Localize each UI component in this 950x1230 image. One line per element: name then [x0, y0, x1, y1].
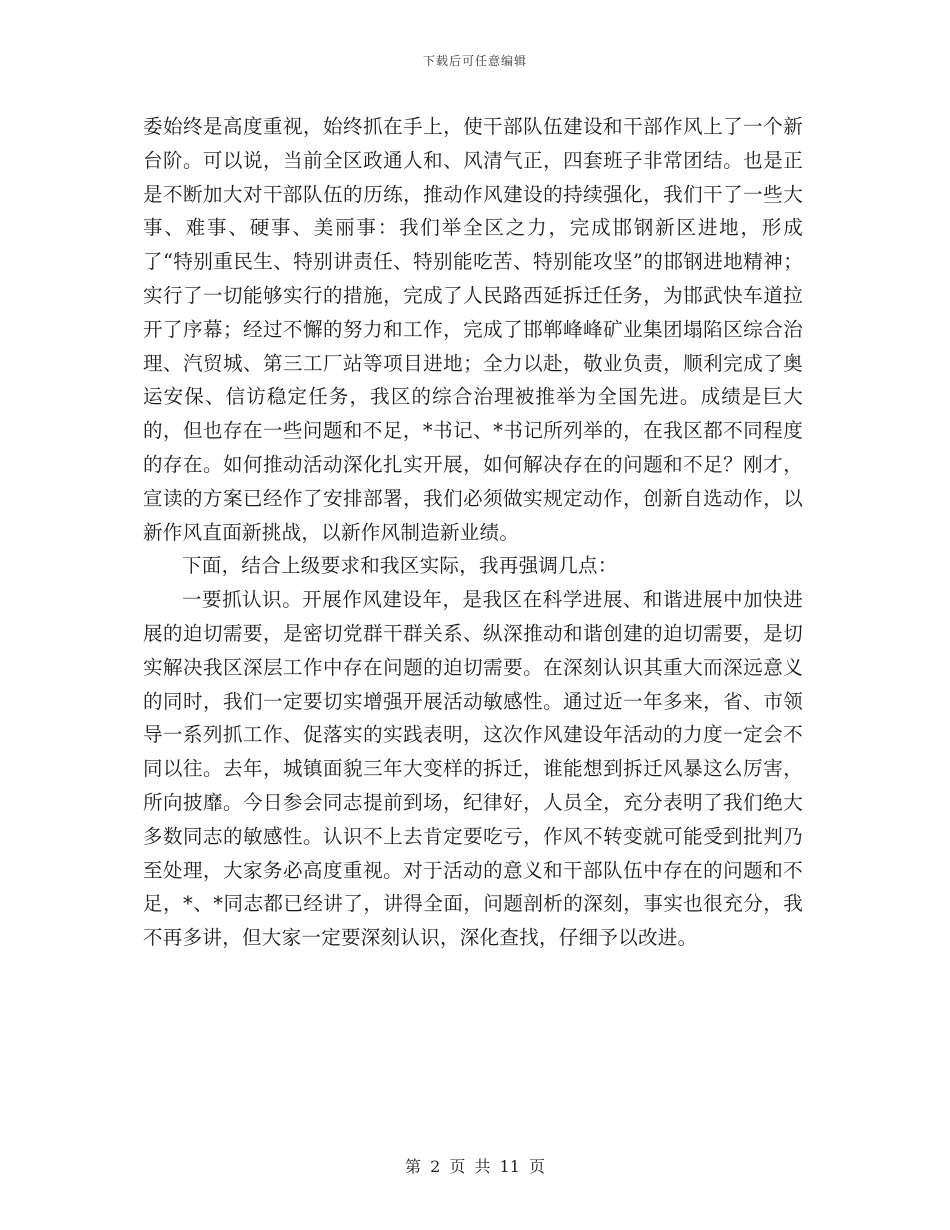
- page-header: 下载后可任意编辑: [422, 54, 527, 68]
- paragraph-continuation: 委始终是高度重视，始终抓在手上，使干部队伍建设和干部作风上了一个新台阶。可以说，当前全区政通人和、风清气正，四套班子非常团结。也是正是不断加大对干部队伍的历练，推动作风建设的持续强化，我们干了一些大事、难事、硬事、美丽事：我们举全区之力，完成邯钢新区进地，形成了“特别重民生、特别讲责任、特别能吃苦、特别能攻坚”的邯钢进地精神；实行了一切能够实行的措施，完成了人民路西延拆迁任务，为邯武快车道拉开了序幕；经过不懈的努力和工作，完成了邯郸峰峰矿业集团塌陷区综合治理、汽贸城、第三工厂站等项目进地；全力以赴，敬业负责，顺利完成了奥运安保、信访稳定任务，我区的综合治理被推举为全国先进。成绩是巨大的，但也存在一些问题和不足，*书记、*书记所列举的，在我区都不同程度的存在。如何推动活动深化扎实开展，如何解决存在的问题和不足？刚才，宣读的方案已经作了安排部署，我们必须做实规定动作，创新自选动作，以新作风直面新挑战，以新作风制造新业绩。: [143, 115, 803, 544]
- page-number-footer: 第 2 页 共 11 页: [405, 1157, 545, 1176]
- paragraph-point-one: 一要抓认识。开展作风建设年，是我区在科学进展、和谐进展中加快进展的迫切需要，是密切党群干群关系、纵深推动和谐创建的迫切需要，是切实解决我区深层工作中存在问题的迫切需要。在深刻认识其重大而深远意义的同时，我们一定要切实增强开展活动敏感性。通过近一年多来，省、市领导一系列抓工作、促落实的实践表明，这次作风建设年活动的力度一定会不同以往。去年，城镇面貌三年大变样的拆迁，谁能想到拆迁风暴这么厉害，所向披靡。今日参会同志提前到场，纪律好，人员全，充分表明了我们绝大多数同志的敏感性。认识不上去肯定要吃亏，作风不转变就可能受到批判乃至处理，大家务必高度重视。对于活动的意义和干部队伍中存在的问题和不足，*、*同志都已经讲了，讲得全面，问题剖析的深刻，事实也很充分，我不再多讲，但大家一定要深刻认识，深化查找，仔细予以改进。: [143, 588, 803, 950]
- document-body: [143, 110, 803, 955]
- paragraph-intro-points: 下面，结合上级要求和我区实际，我再强调几点：: [182, 554, 618, 578]
